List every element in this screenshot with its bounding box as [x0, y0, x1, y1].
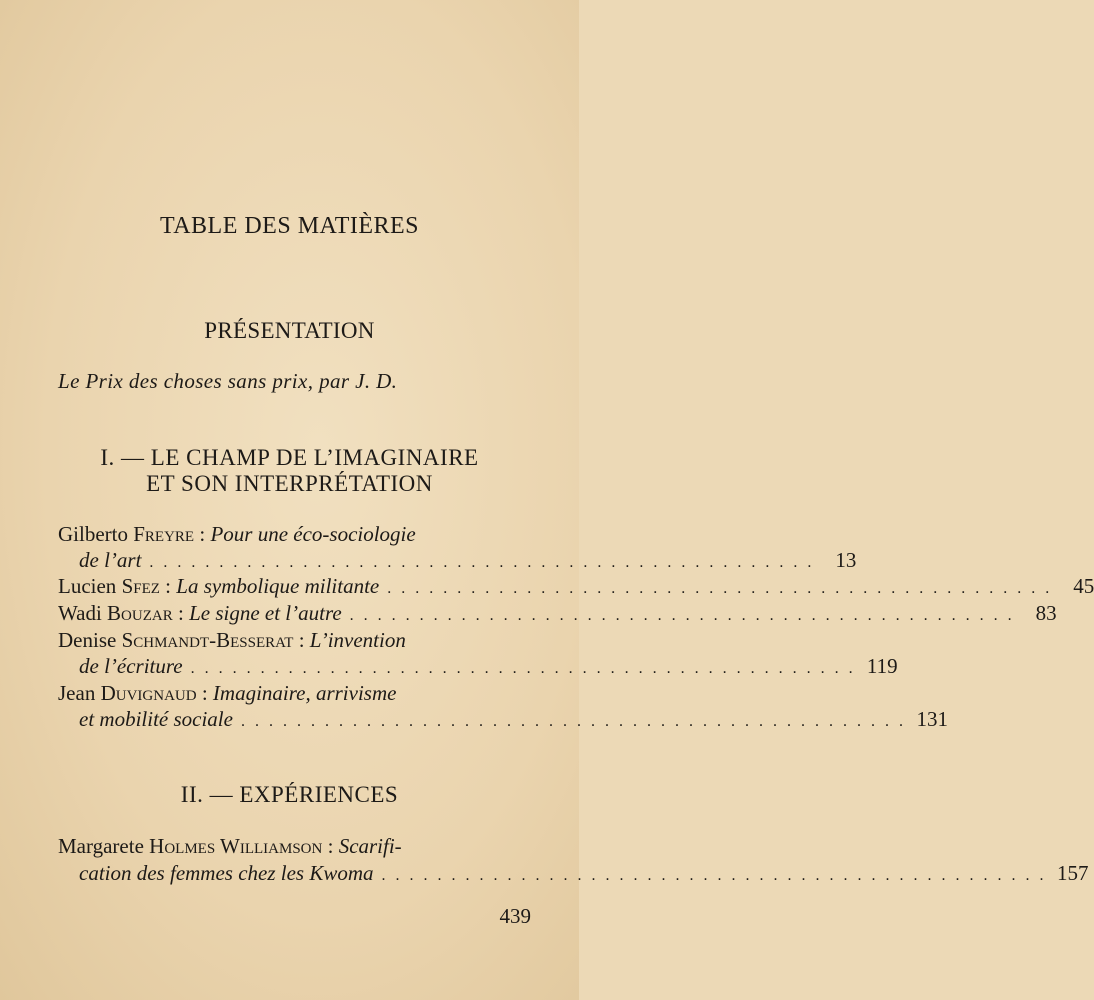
toc-entry-freyre: Gilberto Freyre : Pour une éco-sociologie: [58, 522, 416, 546]
entry-title-cont: cation des femmes chez les Kwoma: [79, 861, 374, 885]
toc-entry-duvignaud: Jean Duvignaud : Imaginaire, arrivisme: [58, 681, 397, 705]
entry-title-cont: de l’art: [79, 548, 142, 572]
author-lastname: Freyre: [133, 522, 195, 546]
author-lastname: Bouzar: [107, 601, 173, 625]
author-lastname: Schmandt-Besserat: [121, 628, 294, 652]
toc-line-williamson: [79, 861, 1089, 887]
section2-heading: II. — EXPÉRIENCES: [180, 782, 399, 807]
entry-title: Imaginaire, arrivisme: [212, 681, 397, 705]
page-number: 439: [499, 904, 531, 928]
toc-entry-bouzar: Wadi Bouzar : Le signe et l’autre . . . . . . . . . . . . . . . . . . . . . . . . . . . . . . . . . . . . . . . . . . . . . . . . 83: [58, 601, 1057, 625]
leader-dots: . . . . . . . . . . . . . . . . . . . . . . . . . . . . . . . . . . . . . . . . . . . . . . . .: [190, 660, 856, 677]
page-ref: 13: [835, 548, 857, 572]
toc-line-schmandt-besserat: [79, 654, 898, 680]
entry-title-cont: de l’écriture: [79, 654, 183, 678]
page-ref: 83: [1035, 601, 1057, 625]
entry-title-cont: et mobilité sociale: [79, 707, 233, 731]
section1-heading-line2: ET SON INTERPRÉTATION: [146, 471, 433, 496]
leader-dots: . . . . . . . . . . . . . . . . . . . . . . . . . . . . . . . . . . . . . . . . . . . . . . . .: [240, 713, 906, 730]
section1-heading-line1: I. — LE CHAMP DE L’IMAGINAIRE: [100, 445, 479, 470]
leader-dots: . . . . . . . . . . . . . . . . . . . . . . . . . . . . . . . . . . . . . . . . . . . . . . . .: [349, 607, 1015, 624]
author-lastname: Holmes Williamson: [149, 834, 323, 858]
entry-title: Scarifi-: [338, 834, 402, 858]
leader-dots: . . . . . . . . . . . . . . . . . . . . . . . . . . . . . . . . . . . . . . . . . . . . . . . .: [381, 867, 1047, 884]
entry-title: Pour une éco-sociologie: [210, 522, 416, 546]
page-ref: 119: [866, 654, 898, 678]
presentation-author: par J. D.: [319, 369, 398, 393]
toc-entry-williamson: Margarete Holmes Williamson : Scarifi-: [58, 834, 402, 858]
presentation-title: Le Prix des choses sans prix,: [58, 369, 314, 393]
page-ref: 157: [1057, 861, 1089, 885]
page-ref: 131: [916, 707, 948, 731]
entry-title: Le signe et l’autre: [189, 601, 342, 625]
entry-title: La symbolique militante: [176, 574, 380, 598]
presentation-heading: PRÉSENTATION: [204, 318, 375, 343]
toc-entry-schmandt-besserat: Denise Schmandt-Besserat : L’invention: [58, 628, 406, 652]
page-ref: 45: [1073, 574, 1094, 598]
entry-title: L’invention: [309, 628, 406, 652]
toc-title: TABLE DES MATIÈRES: [159, 213, 420, 239]
presentation-line: [58, 369, 397, 394]
author-lastname: Sfez: [121, 574, 160, 598]
leader-dots: . . . . . . . . . . . . . . . . . . . . . . . . . . . . . . . . . . . . . . . . . . . . . . . .: [149, 554, 815, 571]
leader-dots: . . . . . . . . . . . . . . . . . . . . . . . . . . . . . . . . . . . . . . . . . . . . . . . .: [387, 580, 1053, 597]
toc-line-freyre: [79, 548, 857, 574]
toc-entry-sfez: Lucien Sfez : La symbolique militante . . . . . . . . . . . . . . . . . . . . . . . . . . . . . . . . . . . . . . . . . . . . . . . . 45: [58, 574, 1094, 598]
author-lastname: Duvignaud: [100, 681, 197, 705]
toc-line-duvignaud: [79, 707, 948, 733]
